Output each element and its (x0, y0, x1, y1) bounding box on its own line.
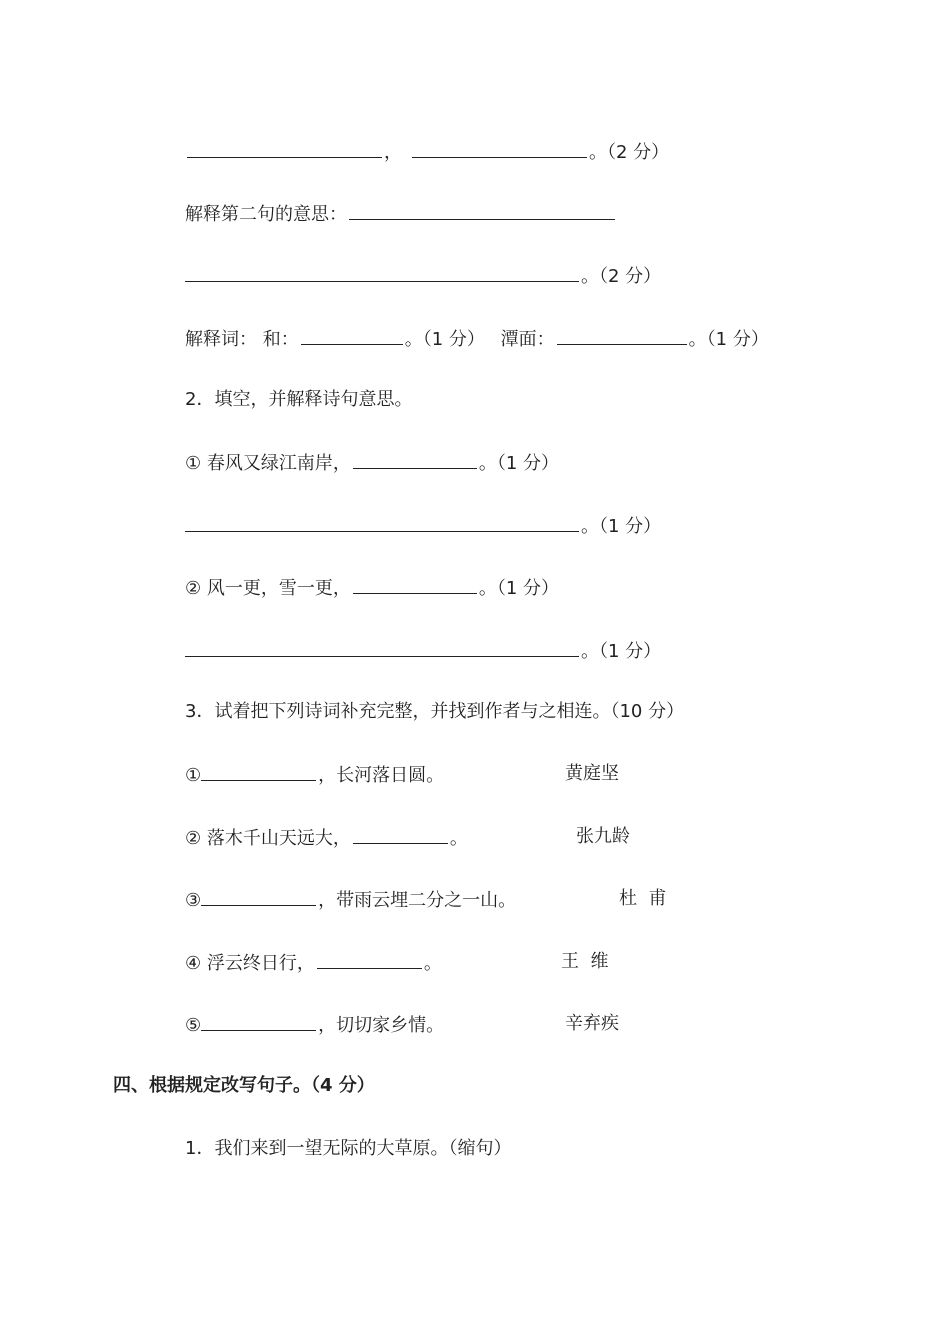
answer-blank[interactable] (185, 513, 579, 532)
author-option[interactable]: 张九龄 (576, 826, 630, 847)
answer-blank[interactable] (349, 201, 615, 220)
section-4-heading: 四、根据规定改写句子。（4 分） (113, 1075, 375, 1096)
answer-blank[interactable] (201, 887, 316, 906)
answer-blank[interactable] (185, 638, 579, 657)
question-2-item-1-explain (185, 513, 661, 537)
answer-blank[interactable] (353, 575, 477, 594)
explain-second-sentence (185, 201, 617, 225)
author-option[interactable]: 王 维 (561, 951, 609, 972)
question-2-item-2 (185, 575, 559, 599)
item-prefix: ① (185, 765, 202, 786)
answer-blank[interactable] (201, 1012, 316, 1031)
explain-continuation (185, 263, 661, 287)
score-label: （2 分） (599, 266, 662, 287)
answer-blank[interactable] (317, 950, 422, 969)
answer-blank[interactable] (187, 139, 382, 158)
question-3-item-2 (185, 825, 468, 849)
question-2-item-1 (185, 450, 559, 474)
author-option[interactable]: 黄庭坚 (565, 763, 619, 784)
poem-blank-line-1 (185, 139, 669, 163)
period: 。 (478, 578, 497, 599)
answer-blank[interactable] (557, 326, 687, 345)
answer-blank[interactable] (201, 762, 316, 781)
question-3-item-5 (185, 1012, 444, 1036)
question-3-title: 3．试着把下列诗词补充完整，并找到作者与之相连。（10 分） (185, 701, 685, 722)
poem-text: ② 风一更，雪一更， (185, 578, 351, 599)
question-label: 解释第二句的意思： (185, 204, 347, 225)
period: 。 (581, 641, 599, 662)
score-label: （1 分） (599, 641, 662, 662)
question-2-item-2-explain (185, 638, 661, 662)
poem-text: ④ 浮云终日行， (185, 953, 315, 974)
score-label: （1 分） (706, 329, 769, 350)
poem-text: ，切切家乡情。 (318, 1015, 445, 1036)
item-prefix: ③ (185, 890, 202, 911)
answer-blank[interactable] (412, 139, 587, 158)
question-label: 解释词： (185, 329, 257, 350)
poem-text: ，长河落日圆。 (318, 765, 445, 786)
period: 。 (688, 329, 707, 350)
word-label: 和： (262, 329, 299, 350)
score-label: （1 分） (599, 516, 662, 537)
item-prefix: ⑤ (185, 1015, 202, 1036)
question-2-title: 2．填空，并解释诗句意思。 (185, 389, 413, 410)
explain-words (185, 326, 769, 350)
period: 。 (449, 828, 468, 849)
author-option[interactable]: 杜 甫 (619, 888, 667, 909)
period: 。 (478, 453, 497, 474)
question-3-item-3 (185, 887, 516, 911)
word-label: 潭面： (500, 329, 555, 350)
answer-blank[interactable] (353, 450, 477, 469)
question-3-item-4 (185, 950, 442, 974)
score-label: （1 分） (496, 578, 560, 599)
score-label: （1 分） (422, 329, 485, 350)
period: 。 (581, 266, 599, 287)
poem-text: ，带雨云埋二分之一山。 (318, 890, 517, 911)
comma: ， (384, 142, 402, 163)
period: 。 (581, 516, 599, 537)
answer-blank[interactable] (185, 263, 579, 282)
section-4-item-1: 1．我们来到一望无际的大草原。（缩句） (185, 1138, 512, 1159)
poem-text: ① 春风又绿江南岸， (185, 453, 351, 474)
score-label: （1 分） (496, 453, 560, 474)
period: 。 (423, 953, 442, 974)
period: 。 (404, 329, 423, 350)
period: 。 (589, 142, 607, 163)
answer-blank[interactable] (353, 825, 448, 844)
score-label: （2 分） (607, 142, 670, 163)
author-option[interactable]: 辛弃疾 (565, 1013, 619, 1034)
question-3-item-1 (185, 762, 444, 786)
answer-blank[interactable] (301, 326, 403, 345)
poem-text: ② 落木千山天远大， (185, 828, 351, 849)
